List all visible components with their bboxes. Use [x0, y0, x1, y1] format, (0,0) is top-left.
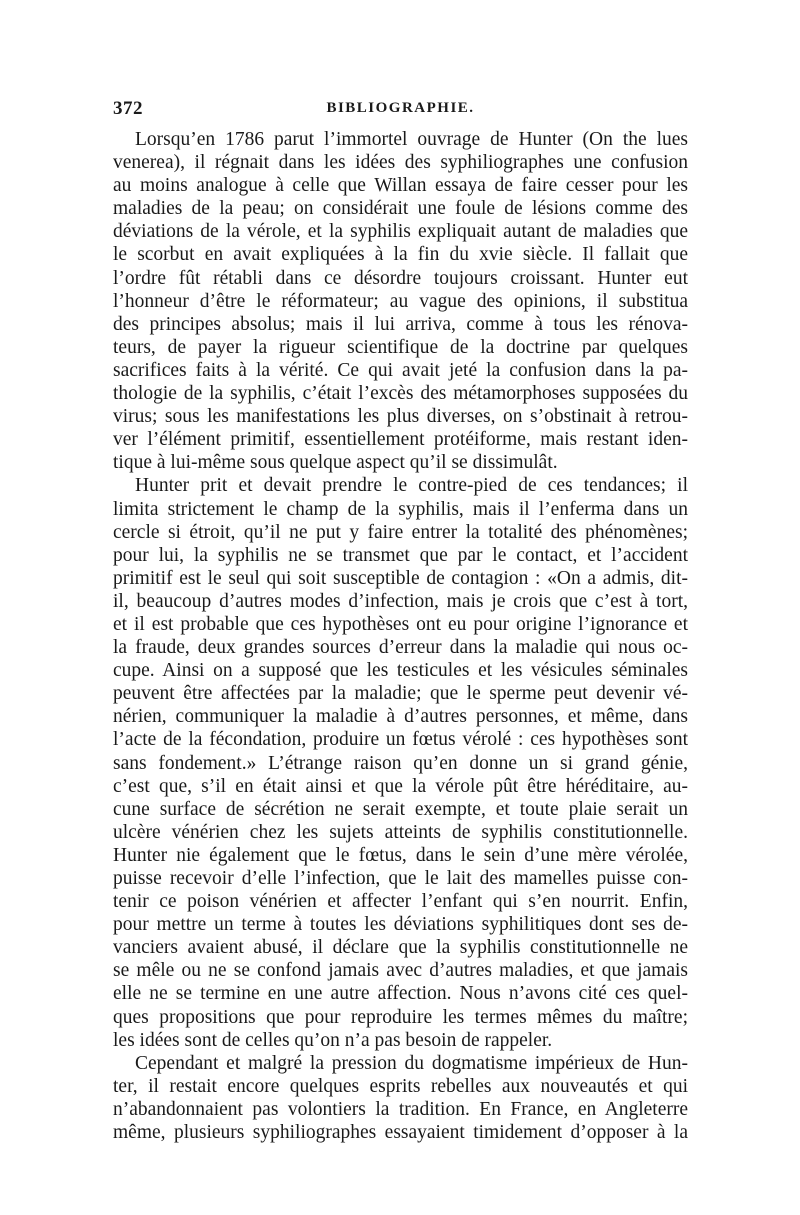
text-line: Hunter nie également que le fœtus, dans le sein d’une mère vérolée, [113, 844, 688, 866]
text-line: tique à lui-même sous quelque aspect qu’il se dissimulât. [113, 452, 558, 474]
text-line: vanciers avaient abusé, il déclare que la syphilis constitutionnelle ne [113, 937, 688, 959]
text-line: déviations de la vérole, et la syphilis expliquait autant de maladies que [113, 221, 688, 243]
text-line: ulcère vénérien chez les sujets atteints de syphilis constitutionnelle. [113, 821, 688, 843]
text-line: même, plusieurs syphiliographes essayaient timidement d’opposer à la [113, 1122, 688, 1144]
text-line: au moins analogue à celle que Willan essaya de faire cesser pour les [113, 175, 688, 197]
text-line: c’est que, s’il en était ainsi et que la vérole pût être héréditaire, au- [113, 775, 688, 797]
text-line: tenir ce poison vénérien et affecter l’enfant qui s’en nourrit. Enfin, [113, 891, 688, 913]
page-number: 372 [113, 98, 143, 119]
text-line: l’ordre fût rétabli dans ce désordre toujours croissant. Hunter eut [113, 267, 688, 289]
text-line: la fraude, deux grandes sources d’erreur dans la maladie qui nous oc- [113, 637, 688, 659]
text-line: cune surface de sécrétion ne serait exempte, et toute plaie serait un [113, 798, 688, 820]
text-line: cupe. Ainsi on a supposé que les testicules et les vésicules séminales [113, 660, 688, 682]
text-line: Cependant et malgré la pression du dogmatisme impérieux de Hun- [135, 1052, 688, 1074]
text-line: pour lui, la syphilis ne se transmet que par le contact, et l’accident [113, 544, 688, 566]
running-head [113, 98, 688, 122]
text-line: les idées sont de celles qu’on n’a pas besoin de rappeler. [113, 1029, 553, 1051]
text-line: ques propositions que pour reproduire les termes mêmes du maître; [113, 1006, 688, 1028]
text-line: virus; sous les manifestations les plus diverses, on s’obstinait à retrou- [113, 406, 688, 428]
body-text [113, 128, 688, 1144]
text-line: n’abandonnaient pas volontiers la tradition. En France, en Angleterre [113, 1098, 688, 1120]
text-line: l’honneur d’être le réformateur; au vague des opinions, il substitua [113, 290, 688, 312]
text-line: sacrifices faits à la vérité. Ce qui avait jeté la confusion dans la pa- [113, 359, 688, 381]
text-line: cercle si étroit, qu’il ne put y faire entrer la totalité des phénomènes; [113, 521, 688, 543]
text-line: elle ne se termine en une autre affection. Nous n’avons cité ces quel- [113, 983, 688, 1005]
text-line: Hunter prit et devait prendre le contre-pied de ces tendances; il [135, 475, 688, 497]
text-line: et il est probable que ces hypothèses ont eu pour origine l’ignorance et [113, 613, 688, 635]
text-line: des principes absolus; mais il lui arriva, comme à tous les rénova- [113, 313, 688, 335]
text-line: maladies de la peau; on considérait une foule de lésions comme des [113, 198, 688, 220]
text-line: pour mettre un terme à toutes les déviations syphilitiques dont ses de- [113, 914, 688, 936]
text-line: primitif est le seul qui soit susceptible de contagion : «On a admis, dit- [113, 567, 688, 589]
text-line: teurs, de payer la rigueur scientifique de la doctrine par quelques [113, 336, 688, 358]
text-line: thologie de la syphilis, c’était l’excès des métamorphoses supposées du [113, 383, 688, 405]
text-line: il, beaucoup d’autres modes d’infection, mais je crois que c’est à tort, [113, 590, 688, 612]
text-line: le scorbut en avait expliquées à la fin du xvie siècle. Il fallait que [113, 244, 688, 266]
running-title: BIBLIOGRAPHIE. [326, 100, 475, 116]
text-line: sans fondement.» L’étrange raison qu’en donne un si grand génie, [113, 752, 688, 774]
text-line: se mêle ou ne se confond jamais avec d’autres maladies, et que jamais [113, 960, 688, 982]
text-line: l’acte de la fécondation, produire un fœtus vérolé : ces hypothèses sont [113, 729, 688, 751]
text-line: peuvent être affectées par la maladie; que le sperme peut devenir vé- [113, 683, 688, 705]
text-line: ver l’élément primitif, essentiellement protéiforme, mais restant iden- [113, 429, 688, 451]
text-line: puisse recevoir d’elle l’infection, que le lait des mamelles puisse con- [113, 868, 688, 889]
text-line: nérien, communiquer la maladie à d’autres personnes, et même, dans [113, 706, 688, 728]
text-line: limita strictement le champ de la syphilis, mais il l’enferma dans un [113, 498, 688, 520]
text-line: ter, il restait encore quelques esprits rebelles aux nouveautés et qui [113, 1075, 688, 1097]
text-line: venerea), il régnait dans les idées des syphiliographes une confusion [113, 152, 688, 174]
text-line: Lorsqu’en 1786 parut l’immortel ouvrage de Hunter (On the lues [135, 129, 688, 150]
